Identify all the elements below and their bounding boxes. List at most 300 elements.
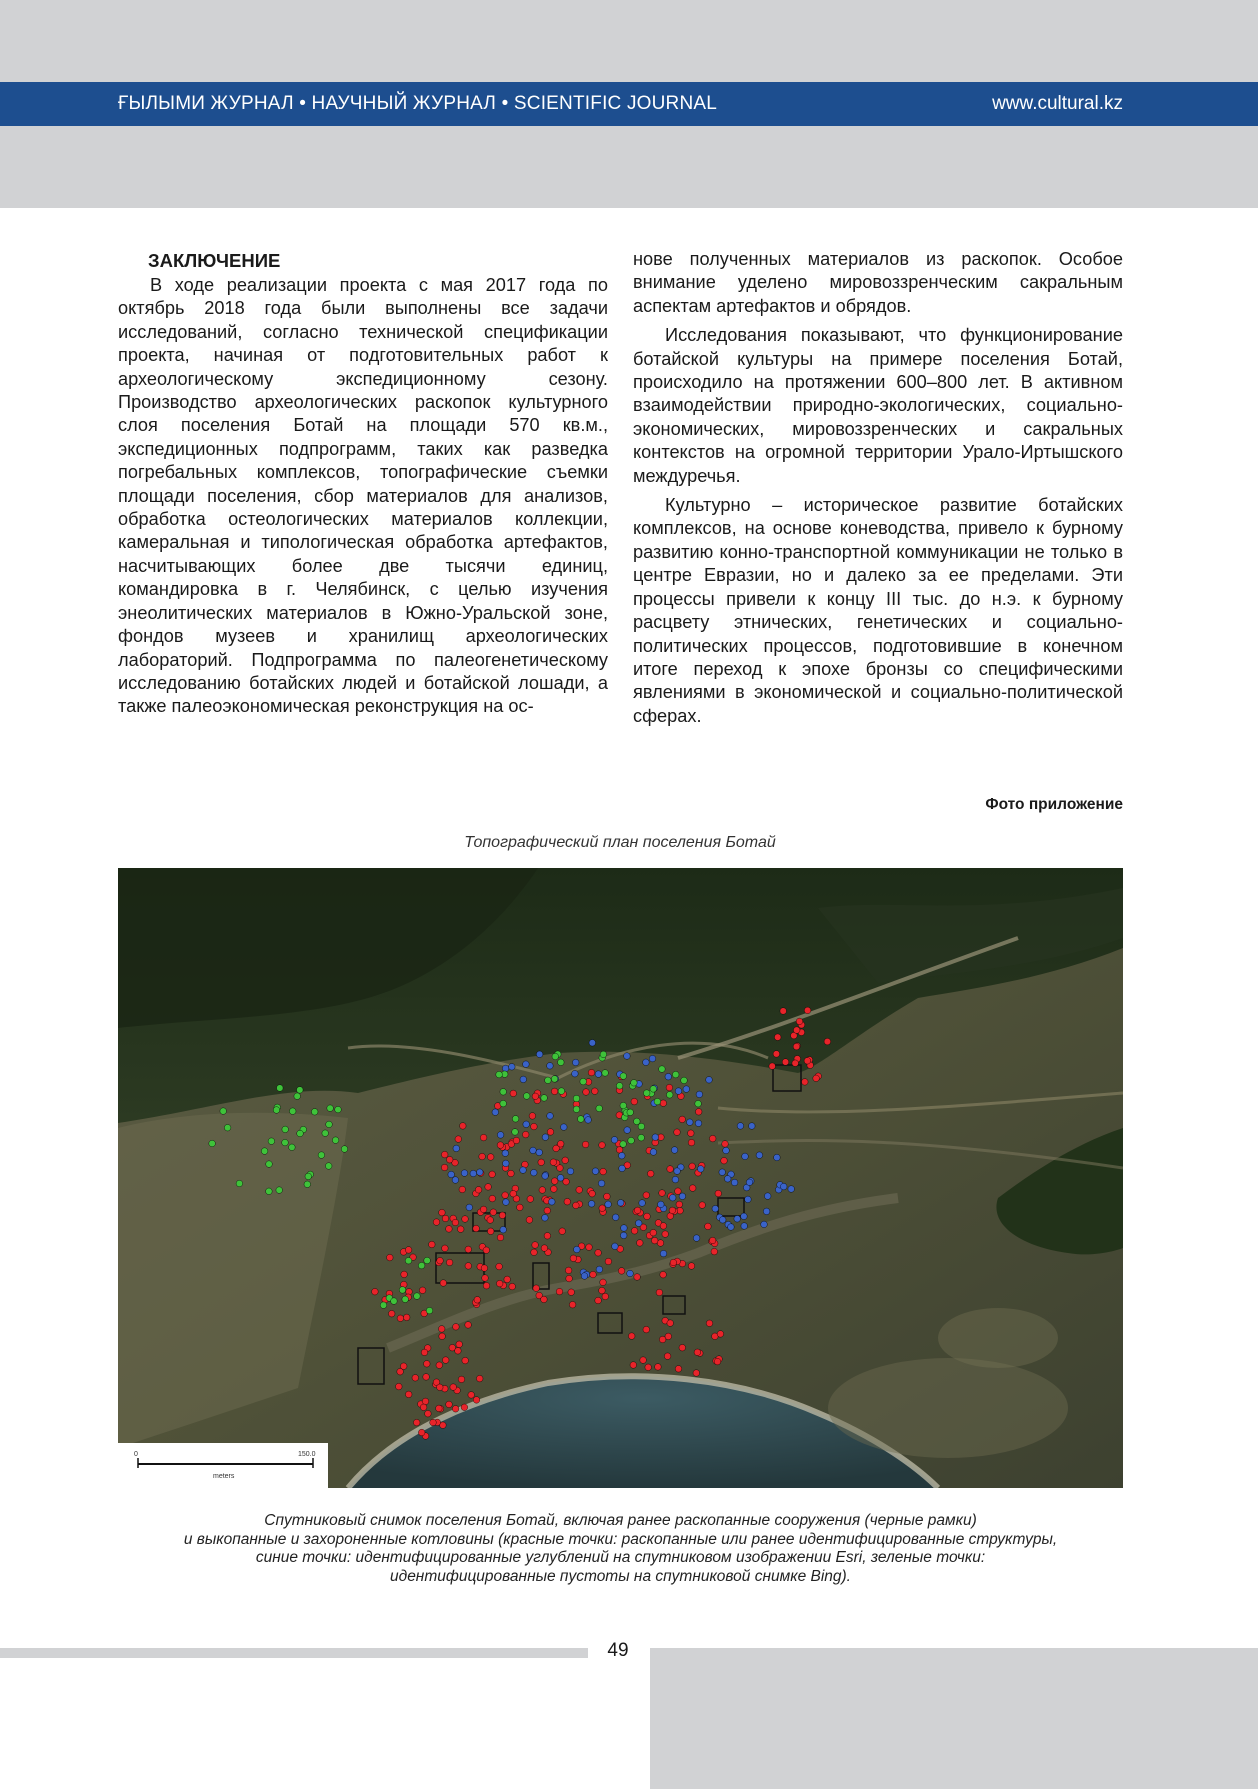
site-point <box>489 1171 496 1178</box>
site-point <box>527 1196 534 1203</box>
site-point <box>567 1168 574 1175</box>
site-point <box>651 1237 658 1244</box>
site-point <box>503 1160 510 1167</box>
site-point <box>487 1228 494 1235</box>
site-point <box>532 1242 539 1249</box>
site-point <box>430 1419 437 1426</box>
site-point <box>487 1217 494 1224</box>
site-point <box>403 1314 410 1321</box>
site-point <box>676 1201 683 1208</box>
top-margin-band <box>0 0 1258 82</box>
site-point <box>662 1231 669 1238</box>
site-point <box>654 1098 661 1105</box>
site-point <box>531 1249 538 1256</box>
site-point <box>669 1194 676 1201</box>
site-point <box>418 1262 425 1269</box>
site-point <box>683 1086 690 1093</box>
site-point <box>631 1228 638 1235</box>
site-point <box>573 1202 580 1209</box>
site-point <box>436 1362 443 1369</box>
site-point <box>438 1326 445 1333</box>
site-point <box>630 1362 637 1369</box>
site-point <box>643 1326 650 1333</box>
site-point <box>578 1116 585 1123</box>
section-heading: ЗАКЛЮЧЕНИЕ <box>148 250 281 271</box>
site-point <box>585 1117 592 1124</box>
site-point <box>551 1088 558 1095</box>
satellite-image <box>118 868 1123 1488</box>
site-point <box>612 1243 619 1250</box>
site-point <box>561 1124 568 1131</box>
site-point <box>719 1217 726 1224</box>
site-point <box>536 1149 543 1156</box>
site-point <box>502 1150 509 1157</box>
site-point <box>596 1105 603 1112</box>
site-point <box>397 1368 404 1375</box>
site-point <box>566 1275 573 1282</box>
site-point <box>522 1131 529 1138</box>
site-point <box>297 1087 304 1094</box>
site-point <box>437 1384 444 1391</box>
journal-title: ҒЫЛЫМИ ЖУРНАЛ • НАУЧНЫЙ ЖУРНАЛ • SCIENTIFIC JOURNAL <box>118 93 718 114</box>
site-point <box>460 1123 467 1130</box>
site-point <box>294 1093 301 1100</box>
site-point <box>672 1071 679 1078</box>
site-point <box>802 1079 809 1086</box>
site-point <box>500 1226 507 1233</box>
site-point <box>456 1341 463 1348</box>
site-point <box>656 1289 663 1296</box>
site-point <box>436 1405 443 1412</box>
site-point <box>788 1186 795 1193</box>
site-point <box>652 1134 659 1141</box>
site-point <box>557 1141 564 1148</box>
site-point <box>487 1154 494 1161</box>
site-point <box>695 1109 702 1116</box>
site-point <box>667 1320 674 1327</box>
site-point <box>391 1298 398 1305</box>
site-point <box>224 1124 231 1131</box>
figure-caption <box>118 1512 1123 1586</box>
site-point <box>734 1216 741 1223</box>
site-point <box>570 1255 577 1262</box>
site-point <box>424 1361 431 1368</box>
site-point <box>446 1259 453 1266</box>
site-point <box>446 1156 453 1163</box>
site-point <box>480 1134 487 1141</box>
site-point <box>638 1134 645 1141</box>
site-point <box>746 1179 753 1186</box>
site-point <box>541 1245 548 1252</box>
caption-line: идентифицированные пустоты на спутниковой снимке Bing). <box>390 1567 851 1585</box>
site-point <box>679 1193 686 1200</box>
paragraph: Исследования показывают, что функционирование ботайской культуры на примере поселения Ботай, происходило на протяжении 600–800 лет. В активном взаимодействии природно-экологических, социально-экономических, мировоззренческих и сакральных контекстов на огромной территории Урало-Иртышского междуречья. <box>633 325 1123 486</box>
site-point <box>688 1139 695 1146</box>
site-point <box>712 1205 719 1212</box>
site-point <box>466 1204 473 1211</box>
site-point <box>547 1113 554 1120</box>
site-point <box>600 1051 607 1058</box>
site-point <box>634 1274 641 1281</box>
site-point <box>531 1169 538 1176</box>
site-point <box>512 1129 519 1136</box>
site-point <box>602 1070 609 1077</box>
site-point <box>659 1190 666 1197</box>
site-point <box>510 1190 517 1197</box>
site-point <box>450 1384 457 1391</box>
site-point <box>741 1213 748 1220</box>
site-point <box>782 1059 789 1066</box>
site-point <box>666 1084 673 1091</box>
site-point <box>273 1107 280 1114</box>
site-point <box>388 1310 395 1317</box>
scale-bar-panel <box>118 1443 328 1488</box>
site-point <box>706 1077 713 1084</box>
site-point <box>600 1168 607 1175</box>
site-point <box>592 1088 599 1095</box>
site-point <box>562 1157 569 1164</box>
site-point <box>297 1130 304 1137</box>
site-point <box>305 1173 312 1180</box>
site-point <box>441 1164 448 1171</box>
site-point <box>526 1217 533 1224</box>
site-point <box>446 1226 453 1233</box>
photo-appendix-label: Фото приложение <box>985 796 1123 813</box>
site-point <box>588 1201 595 1208</box>
site-point <box>401 1271 408 1278</box>
site-point <box>420 1404 427 1411</box>
site-point <box>645 1364 652 1371</box>
site-point <box>624 1053 631 1060</box>
site-point <box>731 1179 738 1186</box>
site-point <box>512 1116 519 1123</box>
site-point <box>773 1051 780 1058</box>
scale-end: 150.0 <box>298 1451 316 1458</box>
site-point <box>465 1263 472 1270</box>
site-point <box>558 1059 565 1066</box>
site-point <box>551 1076 558 1083</box>
site-point <box>722 1141 729 1148</box>
left-column <box>118 248 608 719</box>
site-point <box>326 1121 333 1128</box>
site-point <box>529 1113 536 1120</box>
site-point <box>689 1163 696 1170</box>
site-point <box>470 1170 477 1177</box>
site-point <box>440 1280 447 1287</box>
site-point <box>557 1165 564 1172</box>
site-point <box>520 1167 527 1174</box>
site-point <box>289 1144 296 1151</box>
site-point <box>705 1223 712 1230</box>
site-point <box>619 1152 626 1159</box>
site-point <box>485 1184 492 1191</box>
site-point <box>473 1225 480 1232</box>
site-point <box>492 1109 499 1116</box>
site-point <box>481 1265 488 1272</box>
site-point <box>774 1034 781 1041</box>
site-point <box>439 1333 446 1340</box>
site-point <box>442 1215 449 1222</box>
site-point <box>402 1296 409 1303</box>
site-point <box>335 1106 342 1113</box>
site-point <box>813 1075 820 1082</box>
site-point <box>544 1207 551 1214</box>
site-point <box>582 1141 589 1148</box>
site-point <box>627 1270 634 1277</box>
site-point <box>405 1247 412 1254</box>
site-point <box>405 1257 412 1264</box>
site-point <box>545 1077 552 1084</box>
site-point <box>605 1258 612 1265</box>
site-point <box>634 1118 641 1125</box>
site-point <box>461 1170 468 1177</box>
site-point <box>715 1190 722 1197</box>
site-point <box>509 1064 516 1071</box>
site-point <box>429 1241 436 1248</box>
site-point <box>483 1247 490 1254</box>
site-point <box>599 1142 606 1149</box>
site-point <box>643 1090 650 1097</box>
site-point <box>266 1188 273 1195</box>
site-point <box>282 1139 289 1146</box>
site-point <box>675 1088 682 1095</box>
site-point <box>723 1147 730 1154</box>
site-point <box>520 1076 527 1083</box>
site-point <box>424 1257 431 1264</box>
site-point <box>277 1085 284 1092</box>
site-point <box>693 1235 700 1242</box>
site-point <box>681 1077 688 1084</box>
site-point <box>421 1349 428 1356</box>
site-point <box>659 1066 666 1073</box>
article-body <box>118 248 1123 758</box>
site-point <box>664 1353 671 1360</box>
site-point <box>509 1283 516 1290</box>
site-point <box>586 1244 593 1251</box>
site-point <box>667 1166 674 1173</box>
site-point <box>542 1134 549 1141</box>
site-point <box>616 1083 623 1090</box>
site-point <box>644 1213 651 1220</box>
site-point <box>620 1232 627 1239</box>
site-point <box>590 1271 597 1278</box>
site-point <box>419 1287 426 1294</box>
site-point <box>442 1245 449 1252</box>
site-point <box>551 1178 558 1185</box>
journal-header <box>0 82 1258 126</box>
site-point <box>405 1391 412 1398</box>
site-point <box>556 1288 563 1295</box>
site-point <box>724 1176 731 1183</box>
site-point <box>539 1187 546 1194</box>
site-point <box>640 1357 647 1364</box>
site-point <box>643 1059 650 1066</box>
site-point <box>695 1120 702 1127</box>
site-point <box>780 1183 787 1190</box>
site-point <box>414 1293 421 1300</box>
site-point <box>660 1223 667 1230</box>
site-point <box>627 1109 634 1116</box>
site-point <box>465 1246 472 1253</box>
site-point <box>433 1219 440 1226</box>
site-point <box>620 1102 627 1109</box>
journal-website[interactable]: www.cultural.kz <box>992 93 1123 114</box>
site-point <box>568 1289 575 1296</box>
site-point <box>583 1089 590 1096</box>
site-point <box>468 1392 475 1399</box>
site-point <box>452 1177 459 1184</box>
right-column <box>633 248 1123 728</box>
site-point <box>573 1095 580 1102</box>
site-point <box>756 1152 763 1159</box>
site-point <box>688 1263 695 1270</box>
site-point <box>426 1307 433 1314</box>
site-point <box>497 1234 504 1241</box>
site-point <box>574 1246 581 1253</box>
site-point <box>745 1196 752 1203</box>
site-point <box>465 1322 472 1329</box>
site-point <box>595 1250 602 1257</box>
paragraph: В ходе реализации проекта с мая 2017 года по октябрь 2018 года были выполнены все задачи исследований, согласно технической спецификации проекта, начиная от подготовительных работ к археологическому экспедиционному сезону. Производство археологических раскопок культурного слоя поселения Ботай на площади 570 кв.м., экспедиционных подпрограмм, таких как разведка погребальных комплексов, топографические съемки площади поселения, сбор материалов для анализов, обработка остеологических материалов коллекции, камеральная и типологическая обработка артефактов, насчитывающих более две тысячи единиц, командировка в г. Челябинск, с целью изучения энеолитических материалов в Южно-Уральской зоне, фондов музеев и хранилищ археологических лабораторий. Подпрограмма по палеогенетическому исследованию ботайских людей и ботайской лошади, а также палеоэкономическая реконструкция на ос- <box>118 275 608 717</box>
site-point <box>719 1169 726 1176</box>
footer-block-right <box>650 1648 1258 1789</box>
site-point <box>631 1080 638 1087</box>
site-point <box>774 1154 781 1161</box>
site-point <box>619 1165 626 1172</box>
site-point <box>459 1186 466 1193</box>
site-point <box>412 1375 419 1382</box>
site-point <box>573 1106 580 1113</box>
site-point <box>532 1093 539 1100</box>
site-point <box>455 1136 462 1143</box>
page-number: 49 <box>607 1640 629 1661</box>
site-point <box>679 1344 686 1351</box>
site-point <box>580 1078 587 1085</box>
site-point <box>576 1187 583 1194</box>
site-point <box>793 1043 800 1050</box>
site-point <box>650 1086 657 1093</box>
site-point <box>717 1331 724 1338</box>
site-point <box>523 1093 530 1100</box>
site-point <box>499 1212 506 1219</box>
paragraph: нове полученных материалов из раскопок. Особое внимание уделено мировоззренческим сакральным аспектам артефактов и обрядов. <box>633 249 1123 316</box>
site-point <box>624 1127 631 1134</box>
site-point <box>660 1100 667 1107</box>
site-point <box>696 1091 703 1098</box>
site-point <box>473 1397 480 1404</box>
site-point <box>660 1250 667 1257</box>
site-point <box>669 1207 676 1214</box>
site-point <box>380 1302 387 1309</box>
site-point <box>672 1176 679 1183</box>
site-point <box>599 1287 606 1294</box>
site-point <box>699 1202 706 1209</box>
site-point <box>688 1130 695 1137</box>
site-point <box>462 1216 469 1223</box>
site-point <box>674 1129 681 1136</box>
site-point <box>763 1208 770 1215</box>
site-point <box>650 1229 657 1236</box>
site-point <box>513 1137 520 1144</box>
site-point <box>643 1192 650 1199</box>
site-point <box>737 1123 744 1130</box>
site-point <box>332 1137 339 1144</box>
site-point <box>536 1051 543 1058</box>
site-point <box>453 1324 460 1331</box>
site-point <box>304 1181 311 1188</box>
site-point <box>804 1058 811 1065</box>
site-point <box>639 1200 646 1207</box>
header-gray-band <box>0 126 1258 208</box>
site-point <box>655 1364 662 1371</box>
site-point <box>483 1282 490 1289</box>
site-point <box>612 1214 619 1221</box>
scale-unit: meters <box>213 1473 235 1480</box>
site-point <box>542 1215 549 1222</box>
site-point <box>650 1149 657 1156</box>
site-point <box>695 1100 702 1107</box>
site-point <box>764 1193 771 1200</box>
site-point <box>761 1221 768 1228</box>
site-point <box>523 1121 530 1128</box>
site-point <box>621 1225 628 1232</box>
site-point <box>446 1401 453 1408</box>
site-point <box>327 1105 334 1112</box>
site-point <box>558 1088 565 1095</box>
site-point <box>596 1266 603 1273</box>
footer-bar-left <box>0 1648 588 1658</box>
site-point <box>482 1275 489 1282</box>
site-point <box>448 1171 455 1178</box>
site-point <box>769 1063 776 1070</box>
site-point <box>490 1209 497 1216</box>
site-point <box>413 1419 420 1426</box>
site-point <box>517 1204 524 1211</box>
site-point <box>589 1040 596 1047</box>
caption-line: синие точки: идентифицированные углублений на спутниковом изображении Esri, зеленые точки: <box>255 1549 986 1566</box>
site-point <box>728 1224 735 1231</box>
site-point <box>497 1142 504 1149</box>
site-point <box>824 1038 831 1045</box>
site-point <box>572 1070 579 1077</box>
site-point <box>581 1273 588 1280</box>
paragraph: Культурно – историческое развитие ботайских комплексов, на основе коневодства, привело к бурному развитию конно-транспортной коммуникации не только в центре Евразии, но и далеко за ее пределами. Эти процессы привели к концу III тыс. до н.э. к бурному расцвету этнических, генетических и социально-политических процессов, подготовившие в конечном итоге переход к эпохе бронзы со специфическими явлениями в экономической и социально-политической сферах. <box>633 495 1123 726</box>
site-point <box>276 1187 283 1194</box>
site-point <box>457 1226 464 1233</box>
site-point <box>523 1061 530 1068</box>
site-point <box>209 1140 216 1147</box>
site-point <box>600 1279 607 1286</box>
site-point <box>266 1161 273 1168</box>
site-point <box>647 1170 654 1177</box>
site-point <box>694 1349 701 1356</box>
caption-line: и выкопанные и захороненные котловины (красные точки: раскопанные или ранее идентифицированные структуры, <box>183 1530 1058 1548</box>
site-point <box>387 1254 394 1261</box>
site-point <box>452 1406 459 1413</box>
site-point <box>480 1206 487 1213</box>
site-point <box>552 1053 559 1060</box>
site-point <box>322 1130 329 1137</box>
site-point <box>618 1268 625 1275</box>
site-point <box>599 1205 606 1212</box>
site-point <box>437 1257 444 1264</box>
site-point <box>496 1280 503 1287</box>
site-point <box>679 1116 686 1123</box>
site-point <box>474 1297 481 1304</box>
site-point <box>533 1285 540 1292</box>
site-point <box>504 1276 511 1283</box>
site-point <box>399 1287 406 1294</box>
